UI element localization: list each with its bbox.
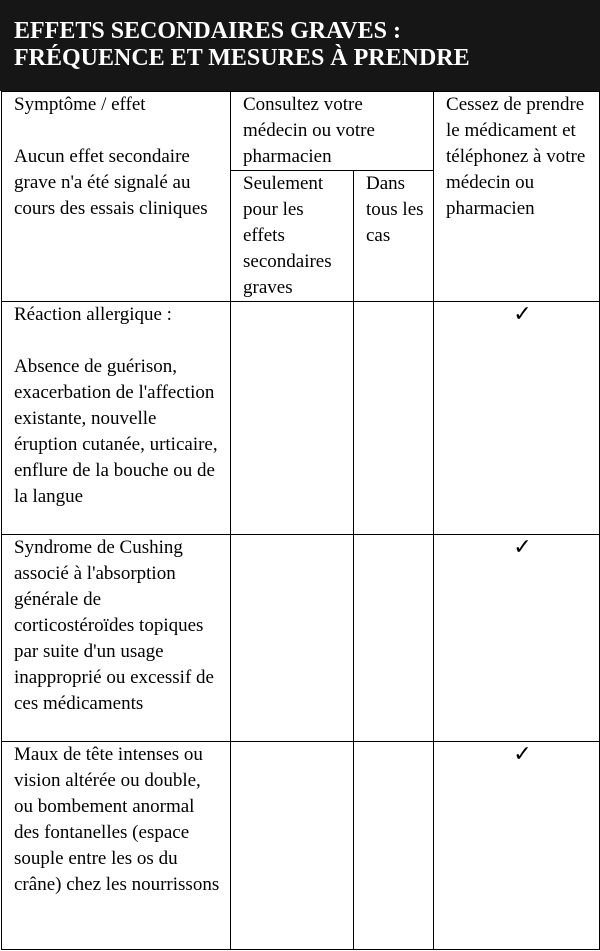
check-mark-icon: ✓ <box>513 742 532 767</box>
all-cases-header-cell <box>354 171 434 302</box>
effect-cell <box>2 535 231 742</box>
table-row <box>2 742 600 950</box>
symptom-header-cell <box>2 92 231 302</box>
all-cases-cell <box>354 302 434 535</box>
stop-label: Cessez de prendre le médicament et téléphonez à votre médecin ou pharmacien <box>446 94 586 219</box>
table-row <box>2 302 600 535</box>
effect-title: Maux de tête intenses ou vision altérée ou double, ou bombement anormal des fontanelles (espace souple entre les os du crâne) chez les nourrissons <box>14 744 220 895</box>
side-effects-table <box>1 91 600 950</box>
all-cases-label: Dans tous les cas <box>366 173 424 246</box>
effect-cell <box>2 742 231 950</box>
title-line-2: FRÉQUENCE ET MESURES À PRENDRE <box>14 45 470 71</box>
symptom-note: Aucun effet secondaire grave n'a été signalé au cours des essais cliniques <box>14 146 208 219</box>
all-cases-cell <box>354 742 434 950</box>
effect-title: Réaction allergique : <box>14 304 172 325</box>
check-mark-icon: ✓ <box>513 302 532 327</box>
stop-cell <box>434 302 600 535</box>
effect-detail: Absence de guérison, exacerbation de l'affection existante, nouvelle éruption cutanée, urticaire, enflure de la bouche ou de la langue <box>14 356 218 507</box>
only-severe-cell <box>231 742 354 950</box>
stop-header-cell <box>434 92 600 302</box>
consult-header-cell <box>231 92 434 171</box>
table-title-bar <box>0 0 600 91</box>
symptom-label: Symptôme / effet <box>14 94 146 115</box>
stop-cell <box>434 535 600 742</box>
only-severe-cell <box>231 302 354 535</box>
title-line-1: EFFETS SECONDAIRES GRAVES : <box>14 18 401 44</box>
stop-cell <box>434 742 600 950</box>
header-row <box>2 92 600 171</box>
effect-title: Syndrome de Cushing associé à l'absorption générale de corticostéroïdes topiques par suite d'un usage inapproprié ou excessif de ces médicaments <box>14 537 214 714</box>
consult-label: Consultez votre médecin ou votre pharmacien <box>243 94 375 167</box>
only-severe-label: Seulement pour les effets secondaires graves <box>243 173 332 298</box>
table-row <box>2 535 600 742</box>
only-severe-cell <box>231 535 354 742</box>
check-mark-icon: ✓ <box>513 535 532 560</box>
all-cases-cell <box>354 535 434 742</box>
only-severe-header-cell <box>231 171 354 302</box>
effect-cell <box>2 302 231 535</box>
